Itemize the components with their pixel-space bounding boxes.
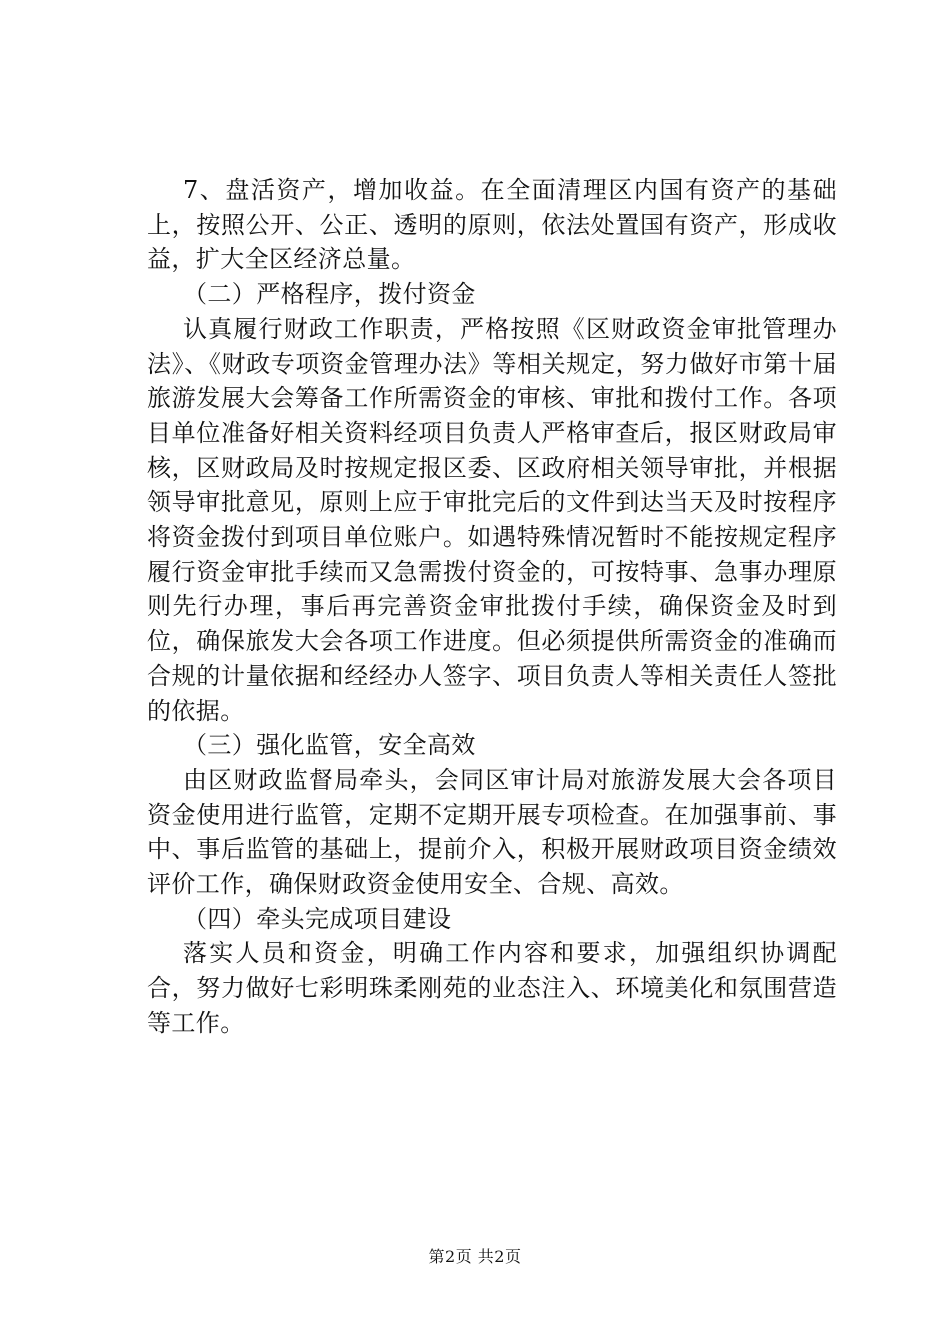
section-heading-3: （三）强化监管，安全高效 bbox=[183, 731, 476, 760]
page-number-footer: 第2页 共2页 bbox=[428, 1247, 522, 1266]
paragraph-supervision: 由区财政监督局牵头，会同区审计局对旅游发展大会各项目资金使用进行监管，定期不定期开展专项检查。在加强事前、事中、事后监管的基础上，提前介入，积极开展财政项目资金绩效评价工作，确保财政资金使用安全、合规、高效。 bbox=[147, 765, 837, 899]
paragraph-project-construction: 落实人员和资金，明确工作内容和要求，加强组织协调配合，努力做好七彩明珠柔刚苑的业态注入、环境美化和氛围营造等工作。 bbox=[147, 939, 837, 1037]
section-heading-2: （二）严格程序，拨付资金 bbox=[183, 280, 476, 309]
paragraph-asset-revitalization: 7、盘活资产，增加收益。在全面清理区内国有资产的基础上，按照公开、公正、透明的原则，依法处置国有资产，形成收益，扩大全区经济总量。 bbox=[147, 176, 837, 274]
section-heading-4: （四）牵头完成项目建设 bbox=[183, 904, 452, 933]
document-body bbox=[147, 173, 837, 1041]
paragraph-fund-procedure: 认真履行财政工作职责，严格按照《区财政资金审批管理办法》、《财政专项资金管理办法》等相关规定，努力做好市第十届旅游发展大会筹备工作所需资金的审核、审批和拨付工作。各项目单位准备好相关资料经项目负责人严格审查后，报区财政局审核，区财政局及时按规定报区委、区政府相关领导审批，并根据领导审批意见，原则上应于审批完后的文件到达当天及时按程序将资金拨付到项目单位账户。如遇特殊情况暂时不能按规定程序履行资金审批手续而又急需拨付资金的，可按特事、急事办理原则先行办理，事后再完善资金审批拨付手续，确保资金及时到位，确保旅发大会各项工作进度。但必须提供所需资金的准确而合规的计量依据和经经办人签字、项目负责人等相关责任人签批的依据。 bbox=[147, 314, 837, 725]
